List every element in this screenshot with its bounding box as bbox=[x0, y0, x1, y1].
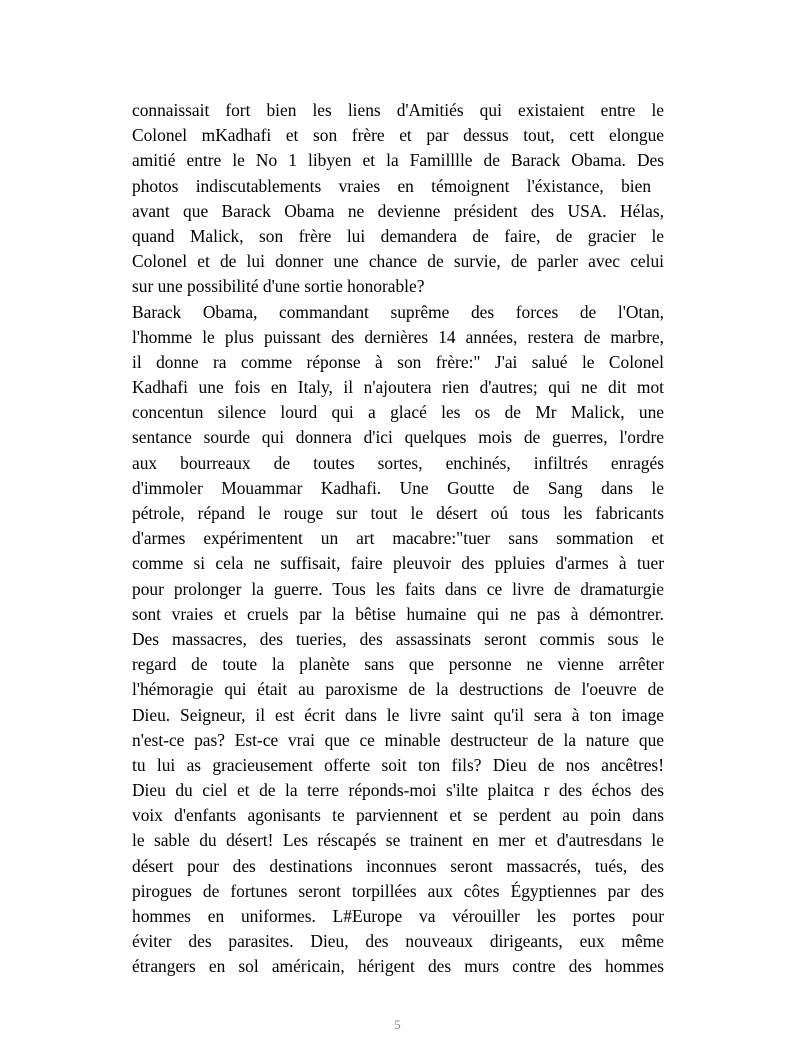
text-line: Colonel et de lui donner une chance de survie, de parler avec celui bbox=[132, 251, 664, 272]
text-line: désert pour des destinations inconnues seront massacrés, tués, des bbox=[132, 855, 664, 876]
text-line: Dieu du ciel et de la terre réponds-moi s'ilte plaitca r des échos des bbox=[132, 780, 664, 801]
text-line: le sable du désert! Les réscapés se trainent en mer et d'autresdans le bbox=[132, 830, 664, 851]
text-line: sont vraies et cruels par la bêtise humaine qui ne pas à démontrer. bbox=[132, 603, 664, 624]
text-line: Des massacres, des tueries, des assassinats seront commis sous le bbox=[132, 628, 664, 649]
text-line: pirogues de fortunes seront torpillées aux côtes Égyptiennes par des bbox=[132, 880, 664, 901]
text-line: quand Malick, son frère lui demandera de faire, de gracier le bbox=[132, 225, 664, 246]
text-line: voix d'enfants agonisants te parviennent et se perdent au poin dans bbox=[132, 805, 664, 826]
text-line: Colonel mKadhafi et son frère et par dessus tout, cett elongue bbox=[132, 125, 664, 146]
text-line: sur une possibilité d'une sortie honorable? bbox=[132, 276, 425, 297]
text-line: aux bourreaux de toutes sortes, enchinés, infiltrés enragés bbox=[132, 452, 664, 473]
text-line: connaissait fort bien les liens d'Amitiés qui existaient entre le bbox=[132, 100, 664, 120]
text-line: sentance sourde qui donnera d'ici quelques mois de guerres, l'ordre bbox=[132, 427, 664, 448]
text-line: étrangers en sol américain, hérigent des murs contre des hommes bbox=[132, 956, 664, 977]
text-line: comme si cela ne suffisait, faire pleuvoir des ppluies d'armes à tuer bbox=[132, 553, 664, 574]
text-line: tu lui as gracieusement offerte soit ton fils? Dieu de nos ancêtres! bbox=[132, 754, 664, 775]
text-line: regard de toute la planète sans que personne ne vienne arrêter bbox=[132, 654, 664, 675]
page-number: 5 bbox=[394, 1017, 401, 1032]
text-line: Dieu. Seigneur, il est écrit dans le livre saint qu'il sera à ton image bbox=[132, 704, 664, 725]
text-line: d'immoler Mouammar Kadhafi. Une Goutte de Sang dans le bbox=[132, 477, 664, 498]
text-line: Barack Obama, commandant suprême des forces de l'Otan, bbox=[132, 301, 664, 322]
text-line: avant que Barack Obama ne devienne président des USA. Hélas, bbox=[132, 200, 664, 221]
text-line: photos indiscutablements vraies en témoignent l'éxistance, bien bbox=[132, 175, 652, 196]
text-line: Kadhafi une fois en Italy, il n'ajoutera rien d'autres; qui ne dit mot bbox=[132, 377, 664, 398]
text-line: il donne ra comme réponse à son frère:" J'ai salué le Colonel bbox=[132, 351, 664, 372]
text-line: l'hémoragie qui était au paroxisme de la destructions de l'oeuvre de bbox=[132, 679, 664, 700]
text-line: l'homme le plus puissant des dernières 14 années, restera de marbre, bbox=[132, 326, 664, 347]
text-line: pour prolonger la guerre. Tous les faits dans ce livre de dramaturgie bbox=[132, 578, 664, 599]
text-line: concentun silence lourd qui a glacé les os de Mr Malick, une bbox=[132, 402, 664, 423]
text-line: n'est-ce pas? Est-ce vrai que ce minable destructeur de la nature que bbox=[132, 729, 664, 750]
body-text bbox=[132, 98, 664, 980]
text-line: pétrole, répand le rouge sur tout le désert oú tous les fabricants bbox=[132, 503, 664, 523]
text-line: amitié entre le No 1 libyen et la Familllle de Barack Obama. Des bbox=[132, 150, 664, 171]
text-line: éviter des parasites. Dieu, des nouveaux dirigeants, eux même bbox=[132, 931, 664, 952]
text-line: d'armes expérimentent un art macabre:"tuer sans sommation et bbox=[132, 528, 664, 549]
text-line: hommes en uniformes. L#Europe va vérouiller les portes pour bbox=[132, 906, 664, 926]
